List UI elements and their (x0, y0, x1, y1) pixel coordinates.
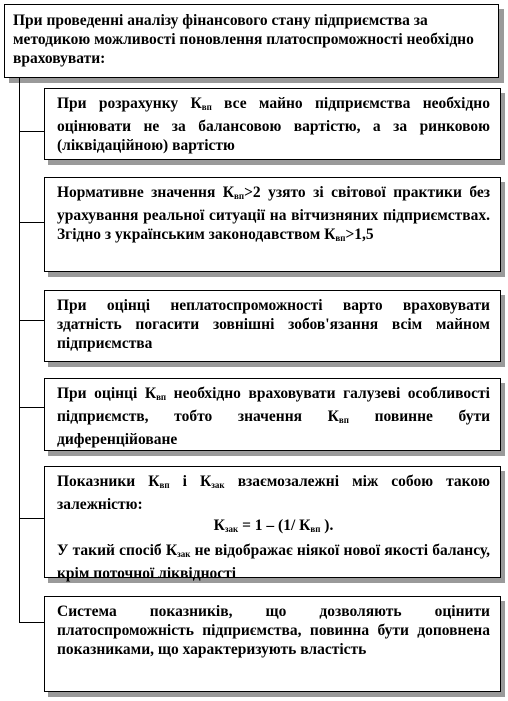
connector-2 (19, 222, 44, 223)
item-6-box (44, 596, 501, 692)
item-3-box (44, 290, 501, 362)
connector-spine (19, 78, 20, 623)
title-text: При проведенні аналізу фінансового стану підприємства за методикою можливості поновлення платоспроможності необхідно враховувати: (13, 12, 474, 67)
item-1-box (44, 88, 501, 160)
item-5-para-1: Показники $К_{вп}$ і $К_{зак}$ взаємозалежні між собою такою залежністю: (57, 473, 490, 513)
item-4-text: При оцінці $К_{вп}$ необхідно враховувати галузеві особливості підприємств, тобто значення $К_{вп}$ повинне бути диференційоване (57, 385, 490, 448)
connector-4 (19, 407, 44, 408)
item-3-text: При оцінці неплатоспроможності варто враховувати здатність погасити зовнішні зобов'язання всім майном підприємства (57, 297, 490, 352)
item-5-para-2: У такий спосіб $К_{зак}$ не відображає ніякої нової якості балансу, крім поточної ліквідності (57, 542, 490, 582)
connector-3 (19, 320, 44, 321)
item-5-box (44, 466, 501, 582)
title-box (4, 4, 499, 78)
item-5-formula: $К_{зак} = 1 - (1/$ $К_{вп}$ ). (213, 517, 334, 534)
connector-6 (19, 622, 44, 623)
item-6-text: Система показників, що дозволяють оцінити платоспроможність підприємства, повинна бути доповнена показниками, що характеризують властість (57, 603, 490, 658)
item-2-box (44, 177, 501, 272)
connector-5 (19, 518, 44, 519)
connector-1 (19, 131, 44, 132)
item-2-text: Нормативне значення $К_{вп}>2$ узято зі світової практики без урахування реальної ситуації на вітчизняних підприємствах. Згідно з українським законодавством $К_{вп}>1,5$ (57, 184, 490, 243)
item-4-box (44, 378, 501, 451)
item-1-text: При розрахунку $К_{вп}$ все майно підприємства необхідно оцінювати не за балансовою вартістю, а за ринковою (ліквідаційною) вартістю (57, 95, 490, 154)
